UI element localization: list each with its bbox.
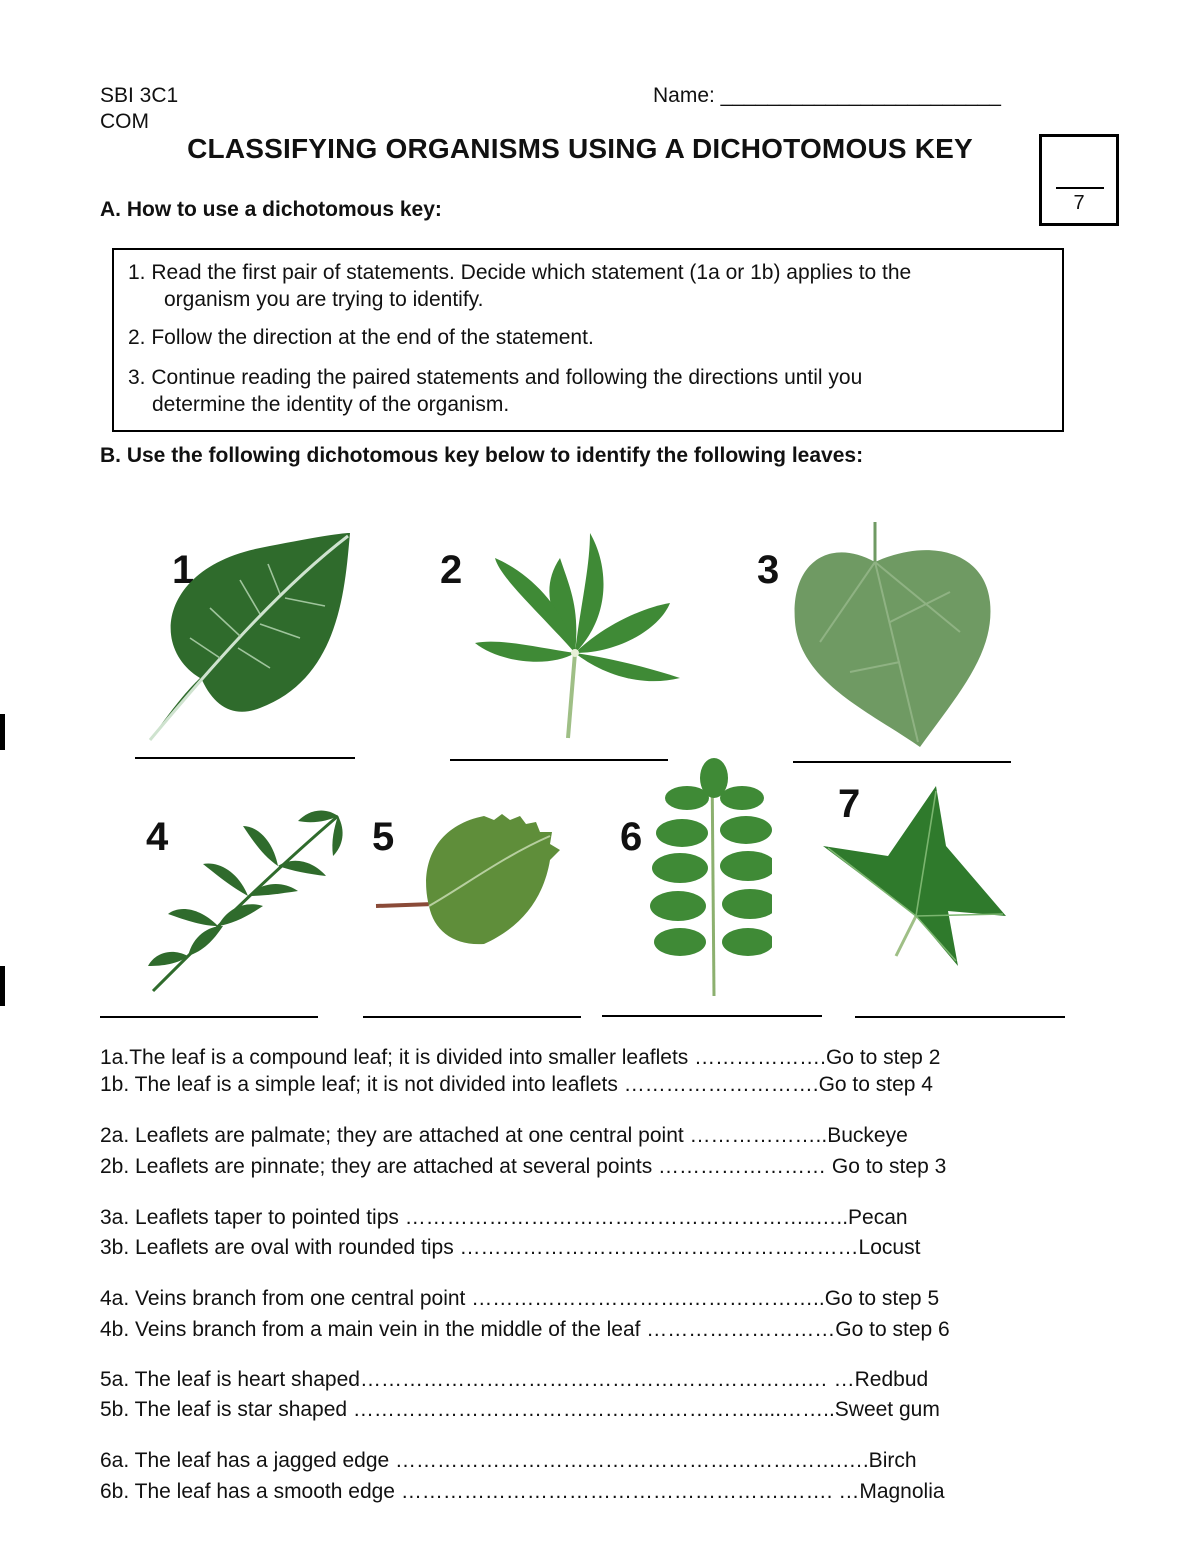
section-b-heading: B. Use the following dichotomous key below to identify the following leaves: [100, 444, 864, 467]
key-line-1b: 1b. The leaf is a simple leaf; it is not divided into leaflets ……………………….Go to step 4 [100, 1073, 933, 1096]
pinnate-rounded-compound-leaf-icon [642, 758, 772, 998]
page-title: CLASSIFYING ORGANISMS USING A DICHOTOMOUS KEY [187, 133, 973, 164]
key-line-3b: 3b. Leaflets are oval with rounded tips …………………………………………………Locust [100, 1236, 921, 1259]
key-line-4b: 4b. Veins branch from a main vein in the middle of the leaf ………………………Go to step 6 [100, 1318, 950, 1341]
answer-blank-5[interactable] [363, 1016, 581, 1018]
leaf-5-number: 5 [372, 815, 395, 859]
answer-blank-4[interactable] [100, 1016, 318, 1018]
palmate-compound-leaf-icon [470, 528, 685, 743]
section-a-heading: A. How to use a dichotomous key: [100, 198, 442, 221]
course-code: SBI 3C1 [100, 84, 179, 107]
course-code-line2: COM [100, 110, 149, 133]
leaf-2-number: 2 [440, 548, 463, 592]
instructions-box [112, 248, 1064, 432]
leaf-4-number: 4 [146, 815, 169, 859]
score-line [1056, 187, 1104, 189]
margin-mark [0, 966, 5, 1006]
instruction-step-3-line2: determine the identity of the organism. [152, 393, 510, 416]
instruction-step-1-line1: 1. Read the first pair of statements. Decide which statement (1a or 1b) applies to the [128, 261, 912, 284]
pinnate-pointed-compound-leaf-icon [148, 806, 348, 996]
key-line-2b: 2b. Leaflets are pinnate; they are attached at several points …………………… Go to step 3 [100, 1155, 947, 1178]
instruction-step-1-line2: organism you are trying to identify. [164, 288, 484, 311]
key-line-3a: 3a. Leaflets taper to pointed tips …………………………………………………..…..Pecan [100, 1206, 908, 1229]
key-line-5a: 5a. The leaf is heart shaped……………………………………………………….… …Redbud [100, 1368, 929, 1391]
leaf-6-number: 6 [620, 815, 643, 859]
score-total: 7 [1073, 192, 1085, 214]
leaf-1-number: 1 [172, 548, 195, 592]
instruction-step-2 [128, 324, 594, 351]
jagged-edge-leaf-icon [374, 806, 564, 951]
instruction-step-2-line1: 2. Follow the direction at the end of the statement. [128, 326, 594, 349]
name-field[interactable]: Name: ________________________ [653, 84, 1001, 107]
elliptical-simple-leaf-icon [140, 528, 360, 748]
key-line-4a: 4a. Veins branch from one central point ………………………….………………..Go to step 5 [100, 1287, 940, 1310]
heart-shaped-leaf-icon [790, 522, 1000, 752]
instruction-step-3 [128, 364, 862, 418]
leaf-3-number: 3 [757, 548, 780, 592]
score-box [1039, 134, 1119, 226]
answer-blank-6[interactable] [602, 1015, 822, 1017]
key-line-6a: 6a. The leaf has a jagged edge ……………………………………………………….….Birch [100, 1449, 917, 1472]
instruction-step-1 [128, 259, 911, 313]
margin-mark [0, 714, 5, 750]
instruction-step-3-line1: 3. Continue reading the paired statements and following the directions until you [128, 366, 863, 389]
answer-blank-3[interactable] [793, 761, 1011, 763]
key-line-2a: 2a. Leaflets are palmate; they are attached at one central point ………………..Buckeye [100, 1124, 908, 1147]
key-line-6b: 6b. The leaf has a smooth edge ……………………………………………….……. …Magnolia [100, 1480, 945, 1503]
answer-blank-2[interactable] [450, 759, 668, 761]
answer-blank-7[interactable] [855, 1016, 1065, 1018]
leaf-7-number: 7 [838, 782, 861, 826]
star-shaped-leaf-icon [818, 786, 1008, 971]
key-line-1a: 1a.The leaf is a compound leaf; it is divided into smaller leaflets ……………….Go to step 2 [100, 1046, 941, 1069]
answer-blank-1[interactable] [135, 757, 355, 759]
key-line-5b: 5b. The leaf is star shaped ………………………………………………….....……..Sweet gum [100, 1398, 940, 1421]
